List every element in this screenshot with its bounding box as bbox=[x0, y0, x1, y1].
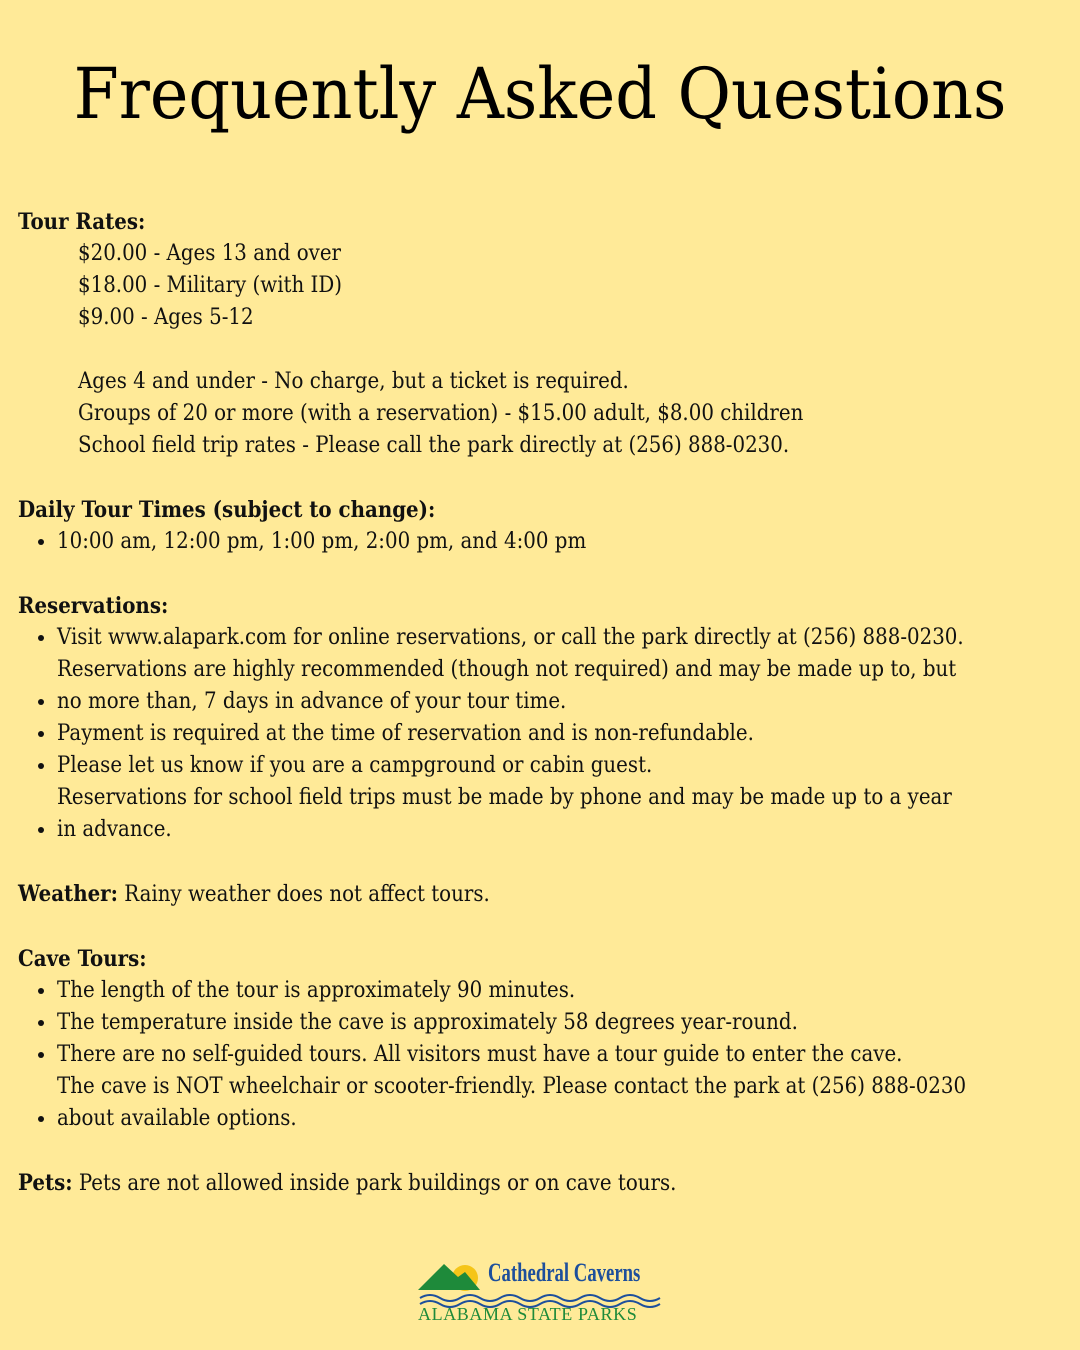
list-item bbox=[57, 750, 1068, 782]
price-text: $9.00 - Ages 5-12 bbox=[78, 305, 254, 330]
pets-line bbox=[18, 1167, 676, 1200]
cave-tours-heading bbox=[18, 943, 1068, 975]
spacer bbox=[78, 334, 1068, 366]
list-item-text: The temperature inside the cave is approximately 58 degrees year-round. bbox=[57, 1010, 798, 1035]
list-item-text: The length of the tour is approximately 90 minutes. bbox=[57, 978, 576, 1003]
rate-note bbox=[78, 366, 1068, 398]
list-item-line: no more than, 7 days in advance of your tour time. bbox=[57, 689, 567, 714]
list-item bbox=[57, 1007, 1068, 1039]
cave-tours-section bbox=[18, 943, 1068, 1135]
list-item bbox=[57, 1039, 1068, 1071]
list-item bbox=[57, 718, 1068, 750]
list-item-line: Reservations are highly recommended (though not required) and may be made up to, but bbox=[57, 657, 957, 682]
cave-tours-list bbox=[18, 975, 1068, 1135]
pets-text: Pets are not allowed inside park buildings or on cave tours. bbox=[72, 1171, 677, 1196]
list-item-line: The cave is NOT wheelchair or scooter-friendly. Please contact the park at (256) 888-0230 bbox=[57, 1074, 967, 1099]
rate-note-text: Ages 4 and under - No charge, but a ticket is required. bbox=[78, 369, 629, 394]
tour-times-section bbox=[18, 494, 1068, 558]
list-item-text: 10:00 am, 12:00 pm, 1:00 pm, 2:00 pm, and 4:00 pm bbox=[57, 529, 587, 554]
tour-times-heading-text: Daily Tour Times (subject to change): bbox=[18, 497, 436, 523]
price-line bbox=[78, 238, 1068, 270]
list-item-text bbox=[57, 1071, 966, 1135]
list-item-line: about available options. bbox=[57, 1106, 297, 1131]
list-item bbox=[57, 654, 1068, 718]
rate-note bbox=[78, 430, 1068, 462]
weather-section bbox=[18, 878, 1068, 911]
list-item bbox=[57, 622, 1068, 654]
faq-content bbox=[18, 206, 1068, 1232]
rate-note bbox=[78, 398, 1068, 430]
tour-rates-section bbox=[18, 206, 1068, 462]
price-text: $18.00 - Military (with ID) bbox=[78, 273, 342, 298]
cave-tours-heading-text: Cave Tours: bbox=[18, 946, 147, 972]
list-item bbox=[57, 975, 1068, 1007]
list-item-text: Visit www.alapark.com for online reservations, or call the park directly at (256) 888-0230. bbox=[57, 625, 964, 650]
logo-name: Cathedral Caverns bbox=[488, 1258, 641, 1287]
pets-section bbox=[18, 1167, 1068, 1200]
cathedral-caverns-logo bbox=[418, 1258, 664, 1330]
tour-rates-heading bbox=[18, 206, 1068, 238]
list-item bbox=[57, 526, 1068, 558]
reservations-section bbox=[18, 590, 1068, 846]
reservations-list bbox=[18, 622, 1068, 846]
list-item-text bbox=[57, 654, 956, 718]
page-title: Frequently Asked Questions bbox=[73, 53, 1007, 135]
list-item-line: in advance. bbox=[57, 817, 172, 842]
weather-text: Rainy weather does not affect tours. bbox=[117, 882, 490, 907]
list-item-text: Please let us know if you are a campground or cabin guest. bbox=[57, 753, 653, 778]
rate-note-text: School field trip rates - Please call the park directly at (256) 888-0230. bbox=[78, 433, 790, 458]
price-line bbox=[78, 302, 1068, 334]
wave-line bbox=[420, 1295, 660, 1301]
tour-times-list bbox=[18, 526, 1068, 558]
rate-note-text: Groups of 20 or more (with a reservation) - $15.00 adult, $8.00 children bbox=[78, 401, 804, 426]
reservations-heading bbox=[18, 590, 1068, 622]
weather-line bbox=[18, 878, 490, 911]
price-line bbox=[78, 270, 1068, 302]
list-item-line: Reservations for school field trips must be made by phone and may be made up to a year bbox=[57, 785, 952, 810]
list-item-text: There are no self-guided tours. All visitors must have a tour guide to enter the cave. bbox=[57, 1042, 903, 1067]
reservations-heading-text: Reservations: bbox=[18, 593, 169, 619]
weather-label: Weather: bbox=[18, 881, 118, 907]
list-item-text: Payment is required at the time of reservation and is non-refundable. bbox=[57, 721, 754, 746]
pets-label: Pets: bbox=[18, 1170, 73, 1196]
price-text: $20.00 - Ages 13 and over bbox=[78, 241, 342, 266]
logo-subtitle: ALABAMA STATE PARKS bbox=[418, 1304, 638, 1324]
tour-times-heading bbox=[18, 494, 1068, 526]
tour-rates-heading-text: Tour Rates: bbox=[18, 209, 146, 235]
list-item bbox=[57, 1071, 1068, 1135]
list-item-text bbox=[57, 782, 952, 846]
list-item bbox=[57, 782, 1068, 846]
tour-rates-prices bbox=[18, 238, 1068, 462]
